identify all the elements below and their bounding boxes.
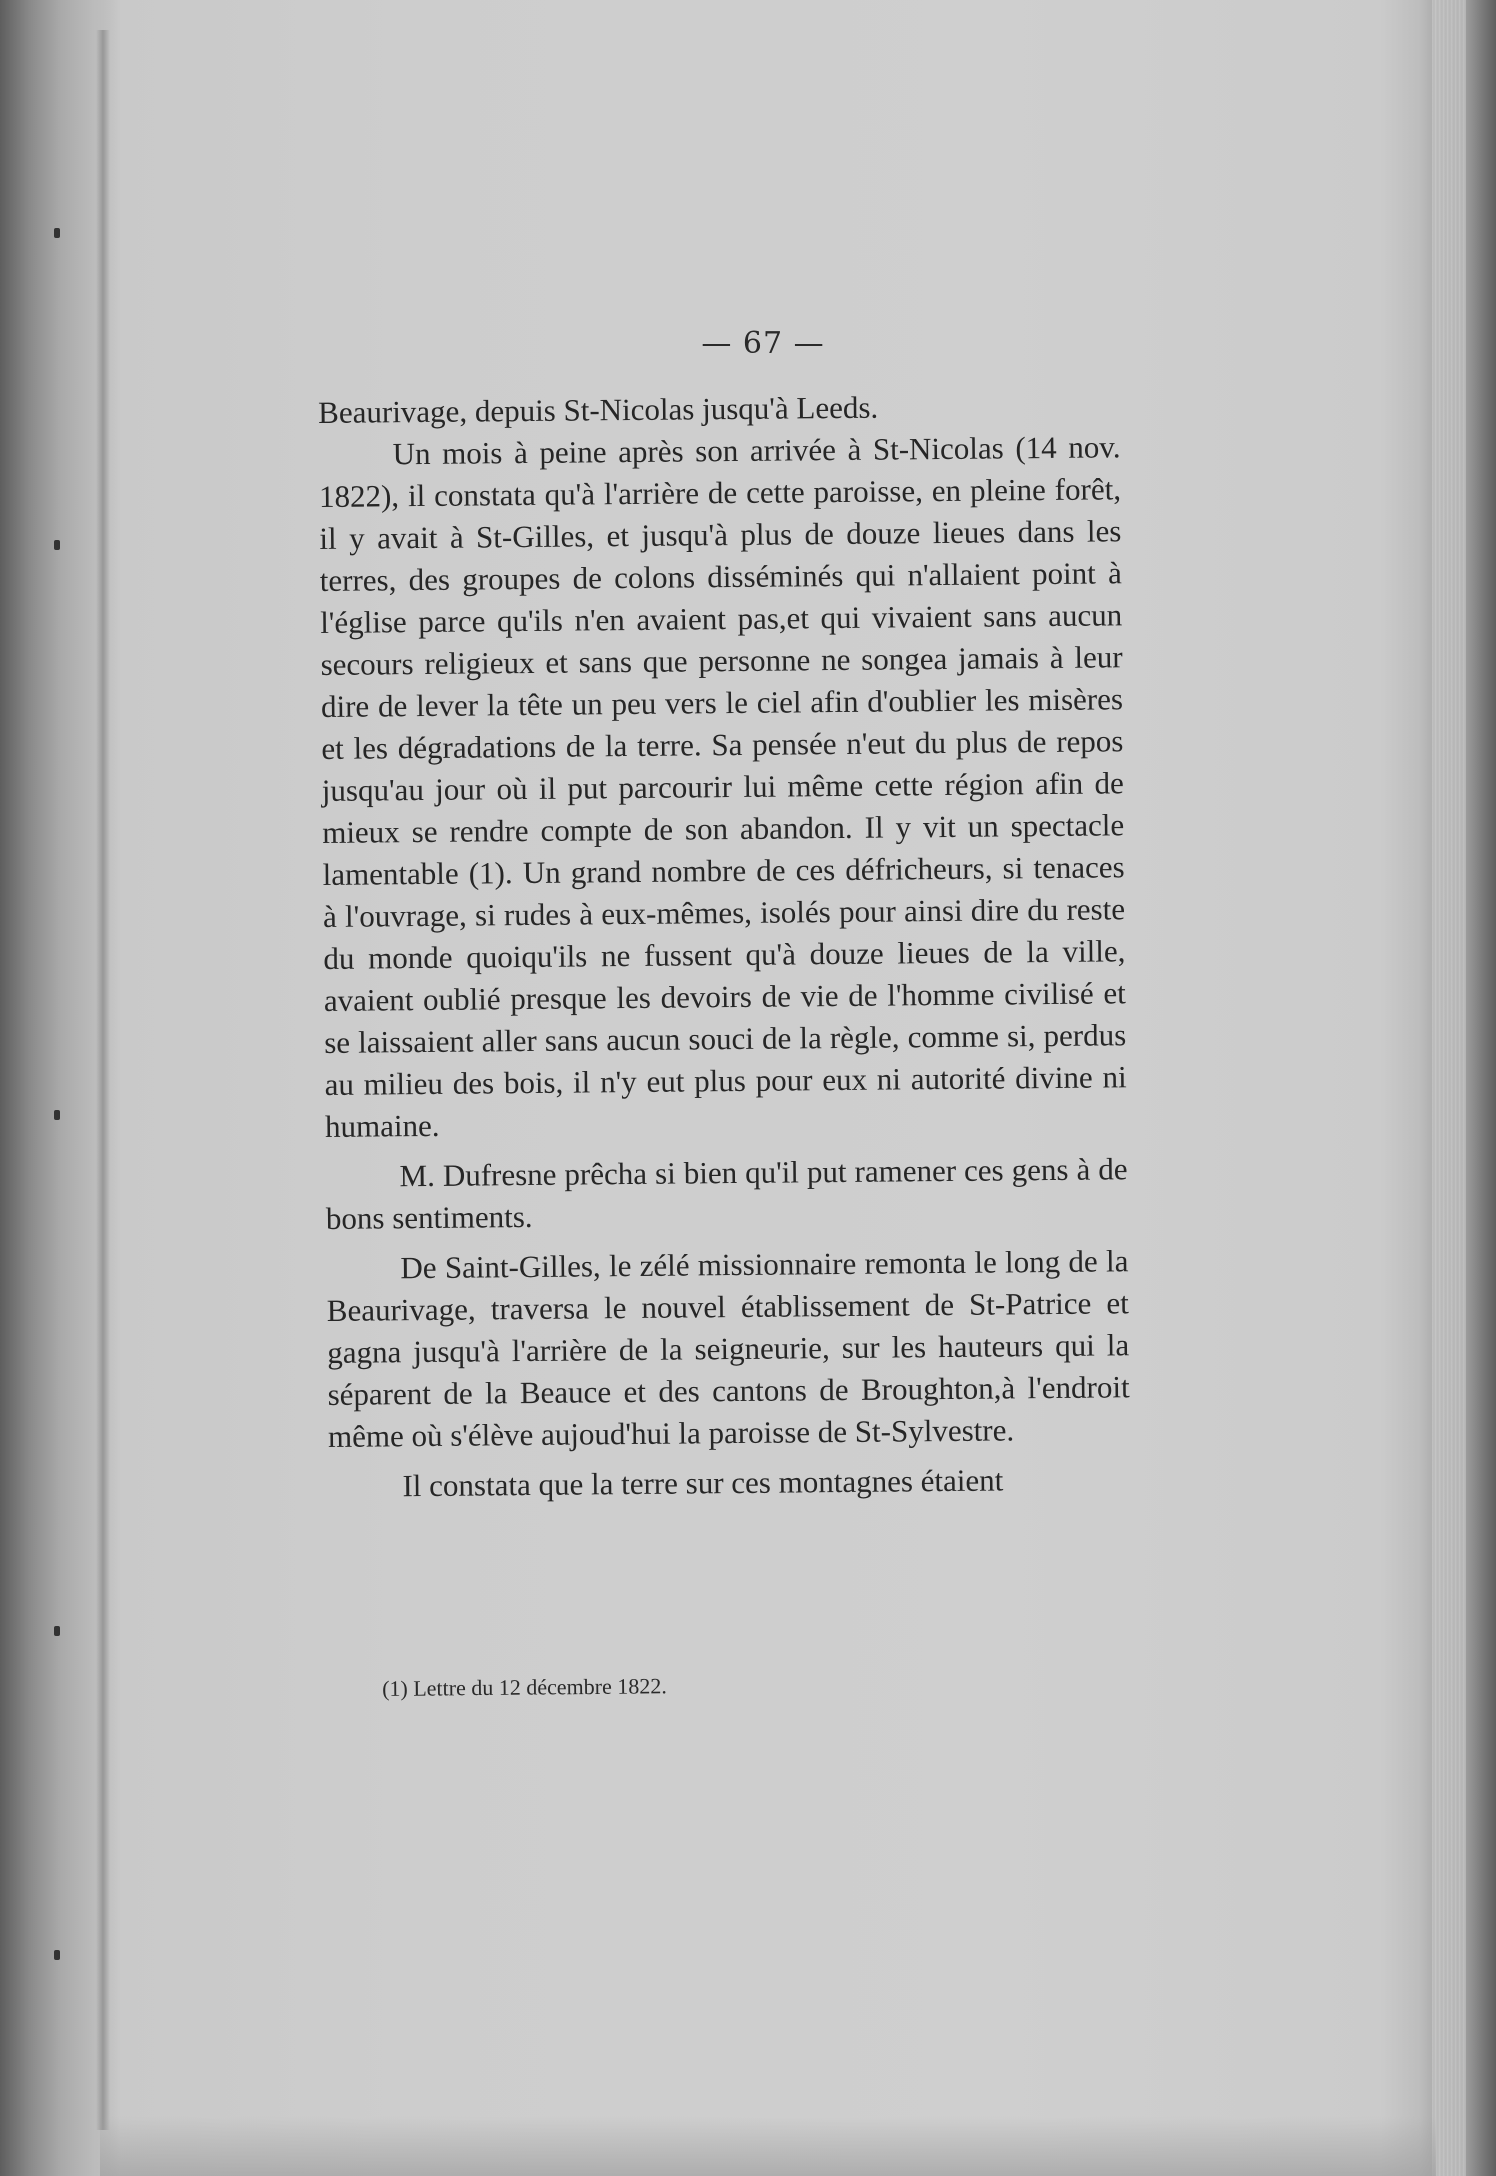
binding-mark (54, 1626, 60, 1636)
binding-mark (54, 1950, 60, 1960)
paragraph: M. Dufresne prêcha si bien qu'il put ramener ces gens à de bons sentiments. (325, 1151, 1128, 1236)
binding-mark (54, 540, 60, 550)
paragraph: De Saint-Gilles, le zélé missionnaire remonta le long de la Beaurivage, traversa le nouvel établissement de St-Patrice et gagna jusqu'à l'arrière de la seigneurie, sur les hauteurs qui la séparent de la Beauce et des cantons de Broughton,à l'endroit même où s'élève aujoud'hui la paroisse de St-Sylvestre. (326, 1243, 1130, 1454)
binding-mark (54, 1110, 60, 1120)
paragraph: Il constata que la terre sur ces montagnes étaient (402, 1462, 1004, 1504)
paragraph: Un mois à peine après son arrivée à St-Nicolas (14 nov. 1822), il constata qu'à l'arrière de cette paroisse, en pleine forêt, il y avait à St-Gilles, et jusqu'à plus de douze lieues dans les terres, des groupes de colons disséminés qui n'allaient point à l'église parce qu'ils n'en avaient pas,et qui vivaient sans aucun secours religieux et sans que personne ne songea jamais à leur dire de lever la tête un peu vers le ciel afin d'oublier les misères et les dégradations de la terre. Sa pensée n'eut du plus de repos jusqu'au jour où il put parcourir lui même cette région afin de mieux se rendre compte de son abandon. Il y vit un spectacle lamentable (1). Un grand nombre de ces défricheurs, si tenaces à l'ouvrage, si rudes à eux-mêmes, isolés pour ainsi dire du reste du monde quoiqu'ils ne fussent qu'à douze lieues de la ville, avaient oublié presque les devoirs de vie de l'homme civilisé et se laissaient aller sans aucun souci de la règle, comme si, perdus au milieu des bois, il n'y eut plus pour eux ni autorité divine ni humaine. (318, 429, 1127, 1144)
paragraph-continuation: Beaurivage, depuis St-Nicolas jusqu'à Leeds. (318, 389, 879, 430)
page-number: — 67 — (701, 326, 825, 361)
footnote: (1) Lettre du 12 décembre 1822. (382, 1673, 667, 1701)
binding-mark (54, 228, 60, 238)
body-text (318, 384, 1131, 1508)
bottom-edge-shadow (100, 2116, 1436, 2176)
